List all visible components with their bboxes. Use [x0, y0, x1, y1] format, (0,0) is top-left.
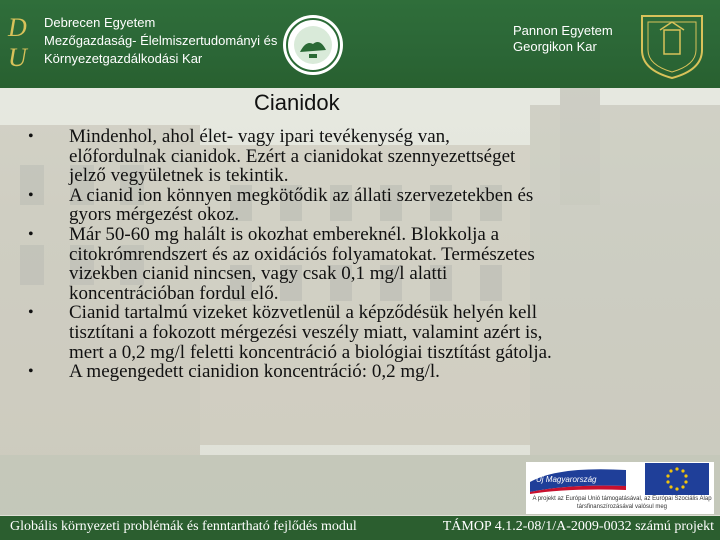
bullet-line: előfordulnak cianidok. Ezért a cianidokat szennyezettséget [69, 145, 516, 167]
bullet-line: A megengedett cianidion koncentráció: 0,2 mg/l. [69, 361, 440, 383]
header-left-line: Debrecen Egyetem [44, 15, 156, 30]
bullet-line: A cianid ion könnyen megkötődik az állati szervezetekben és [69, 184, 534, 206]
uj-magyarorszag-logo [528, 462, 628, 494]
bullet-line: gyors mérgezést okoz. [69, 204, 240, 226]
header-left-line: Mezőgazdaság- Élelmiszertudományi és [44, 33, 278, 48]
slide-title: Cianidok [254, 90, 340, 115]
footer-bar [0, 516, 720, 540]
header-right-institution [513, 23, 613, 55]
footer-project-id: TÁMOP 4.1.2-08/1/A-2009-0032 számú projekt [442, 519, 714, 534]
university-monogram-logo [6, 10, 32, 72]
bullet-line: tisztítani a fokozott mérgezési veszély miatt, valamint azért is, [69, 321, 543, 343]
header-left-line: Környezetgazdálkodási Kar [44, 51, 203, 66]
bullet-item [26, 186, 696, 225]
faculty-seal-icon [282, 14, 344, 76]
bullet-line: Mindenhol, ahol élet- vagy ipari tevékenység van, [69, 126, 450, 147]
bullet-list [26, 127, 696, 382]
bullet-dot: • [28, 225, 34, 243]
footer-module-name: Globális környezeti problémák és fenntartható fejlődés modul [10, 519, 357, 534]
eu-flag-icon [645, 463, 709, 495]
svg-text:D: D [8, 13, 27, 42]
bullet-item [26, 225, 696, 303]
bullet-line: Már 50-60 mg halált is okozhat embereknél. Blokkolja a [69, 223, 500, 245]
bullet-dot: • [28, 304, 34, 322]
bullet-item [26, 362, 696, 382]
bullet-item [26, 303, 696, 362]
bullet-line: jelző vegyületnek is tekintik. [69, 165, 289, 187]
bullet-item [26, 127, 696, 186]
bullet-dot: • [28, 186, 34, 204]
header-banner [0, 0, 720, 88]
bullet-dot: • [28, 128, 34, 145]
bullet-line: Cianid tartalmú vizeket közvetlenül a képződésük helyén kell [69, 302, 537, 324]
bullet-line: citokrómrendszert és az oxidációs folyamatokat. Természetes [69, 243, 535, 265]
bullet-line: vizekben cianid nincsen, vagy csak 0,1 mg/l alatti [69, 263, 448, 285]
svg-text:U: U [8, 43, 27, 72]
university-crest-icon [634, 10, 710, 80]
bullet-line: koncentrációban fordul elő. [69, 282, 279, 304]
header-right-line: Georgikon Kar [513, 39, 597, 54]
bullet-dot: • [28, 363, 34, 381]
svg-text:Új Magyarország: Új Magyarország [536, 475, 597, 484]
header-left-institution [44, 14, 277, 68]
funding-note: A projekt az Európai Unió támogatásával, az Európai Szociális Alap társfinanszírozásával valósul meg [532, 496, 712, 510]
header-right-line: Pannon Egyetem [513, 23, 613, 38]
bullet-line: mert a 0,2 mg/l feletti koncentráció a biológiai tisztítást gátolja. [69, 341, 552, 363]
